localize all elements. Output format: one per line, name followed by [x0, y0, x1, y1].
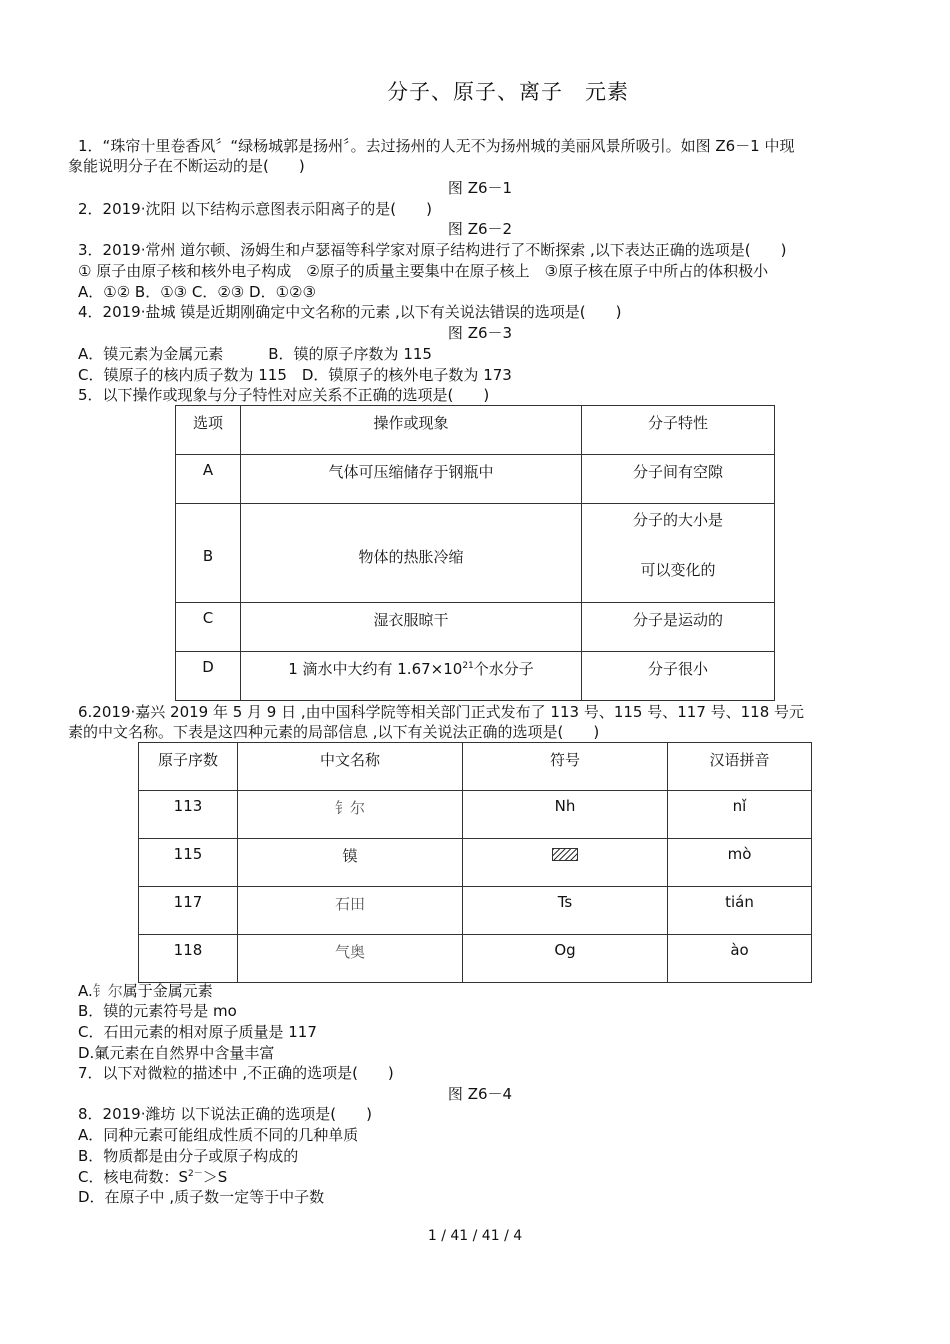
q8-option-c: [78, 1167, 227, 1187]
q2-stem: 2．2019·沈阳 以下结构示意图表示阳离子的是( ): [78, 200, 432, 218]
table-row: [139, 839, 812, 887]
table-cell: A: [176, 455, 241, 504]
cell-line: 分子的大小是: [632, 511, 723, 529]
table-row: [176, 406, 775, 455]
q1-stem-line1: 1．“珠帘十里卷香风〞“绿杨城郭是扬州〞。去过扬州的人无不为扬州城的美丽风景所吸引。如图 Z6－1 中现: [78, 137, 795, 155]
q8-stem: 8．2019·潍坊 以下说法正确的选项是( ): [78, 1105, 372, 1123]
table-cell: 118: [139, 935, 238, 983]
q7-stem: 7．以下对微粒的描述中 ,不正确的选项是( ): [78, 1064, 394, 1082]
q3-options: A．①② B．①③ C．②③ D．①②③: [78, 283, 316, 301]
table-row: [139, 887, 812, 935]
table-cell: 气体可压缩储存于钢瓶中: [241, 455, 582, 504]
q7-figure-caption: 图 Z6－4: [447, 1085, 513, 1103]
table-header-cell: 中文名称: [238, 743, 463, 791]
option-text: 属于金属元素: [122, 982, 213, 1000]
table-cell: 分子很小: [582, 652, 775, 701]
option-text: ＞S: [202, 1168, 228, 1186]
table-row: [176, 504, 775, 603]
q8-option-b: B．物质都是由分子或原子构成的: [78, 1147, 299, 1165]
table-header-cell: 分子特性: [582, 406, 775, 455]
table-header-cell: 原子序数: [139, 743, 238, 791]
option-text: C．核电荷数：S: [78, 1168, 188, 1186]
q8-option-d: D．在原子中 ,质子数一定等于中子数: [78, 1188, 325, 1206]
table-cell: D: [176, 652, 241, 701]
table-cell: 115: [139, 839, 238, 887]
q5-table: [175, 405, 775, 701]
table-cell: mò: [668, 839, 812, 887]
q3-stem: 3．2019·常州 道尔顿、汤姆生和卢瑟福等科学家对原子结构进行了不断探索 ,以下表达正确的选项是( ): [78, 241, 787, 259]
table-header-cell: 选项: [176, 406, 241, 455]
hatched-placeholder-icon: [552, 848, 578, 861]
table-header-cell: 符号: [463, 743, 668, 791]
page-title: 分子、原子、离子 元素: [387, 80, 629, 104]
table-row: [139, 935, 812, 983]
q6-option-c: C．石田元素的相对原子质量是 117: [78, 1023, 317, 1041]
table-cell: 分子是运动的: [582, 603, 775, 652]
q8-option-a: A．同种元素可能组成性质不同的几种单质: [78, 1126, 359, 1144]
q6-table: [138, 742, 812, 983]
table-cell: B: [176, 504, 241, 603]
table-cell: 113: [139, 791, 238, 839]
q4-figure-caption: 图 Z6－3: [447, 324, 513, 342]
q6-option-a: A.钅尔属于金属元素: [78, 982, 213, 1000]
table-cell: nǐ: [668, 791, 812, 839]
table-cell: 117: [139, 887, 238, 935]
exponent: 21: [462, 661, 474, 671]
table-row: [176, 652, 775, 701]
q6-option-d: D.氭元素在自然界中含量丰富: [78, 1044, 275, 1062]
q5-stem: 5．以下操作或现象与分子特性对应关系不正确的选项是( ): [78, 386, 490, 404]
table-row: [176, 455, 775, 504]
table-cell: 镆: [238, 839, 463, 887]
table-cell: [241, 652, 582, 701]
cell-line: 可以变化的: [640, 561, 716, 579]
q6-stem-line2: 素的中文名称。下表是这四种元素的局部信息 ,以下有关说法正确的选项是( ): [68, 723, 600, 741]
q1-stem-line2: 象能说明分子在不断运动的是( ): [68, 157, 305, 175]
table-cell: ào: [668, 935, 812, 983]
table-header-cell: 操作或现象: [241, 406, 582, 455]
table-row: [139, 743, 812, 791]
q4-stem: 4．2019·盐城 镆是近期刚确定中文名称的元素 ,以下有关说法错误的选项是( ): [78, 303, 622, 321]
table-cell: [582, 504, 775, 603]
element-name-image: 钅尔: [238, 791, 463, 839]
q1-figure-caption: 图 Z6－1: [447, 179, 513, 197]
q2-figure-caption: 图 Z6－2: [447, 220, 513, 238]
element-name-image: 气奥: [238, 935, 463, 983]
table-cell: tián: [668, 887, 812, 935]
table-cell: 分子间有空隙: [582, 455, 775, 504]
page-footer: 1 / 41 / 41 / 4: [427, 1228, 523, 1244]
table-cell: C: [176, 603, 241, 652]
table-row: [176, 603, 775, 652]
table-cell: 湿衣服晾干: [241, 603, 582, 652]
table-cell: 物体的热胀冷缩: [241, 504, 582, 603]
table-header-cell: 汉语拼音: [668, 743, 812, 791]
charge-superscript: 2－: [188, 1169, 203, 1179]
element-name-image: 石田: [238, 887, 463, 935]
q4-options-line1: A．镆元素为金属元素 B．镆的原子序数为 115: [78, 345, 432, 363]
table-cell: Og: [463, 935, 668, 983]
table-cell: Nh: [463, 791, 668, 839]
q3-statements: ① 原子由原子核和核外电子构成 ②原子的质量主要集中在原子核上 ③原子核在原子中所占的体积极小: [78, 262, 769, 280]
cell-text: 1 滴水中大约有 1.67×10: [288, 660, 463, 678]
table-cell: [463, 839, 668, 887]
table-row: [139, 791, 812, 839]
q6-stem-line1: 6.2019·嘉兴 2019 年 5 月 9 日 ,由中国科学院等相关部门正式发布了 113 号、115 号、117 号、118 号元: [78, 703, 805, 721]
element-name-image: 钅尔: [92, 982, 123, 1000]
q4-options-line2: C．镆原子的核内质子数为 115 D．镆原子的核外电子数为 173: [78, 366, 512, 384]
cell-text: 个水分子: [473, 660, 534, 678]
table-cell: Ts: [463, 887, 668, 935]
q6-option-b: B．镆的元素符号是 mo: [78, 1002, 237, 1020]
